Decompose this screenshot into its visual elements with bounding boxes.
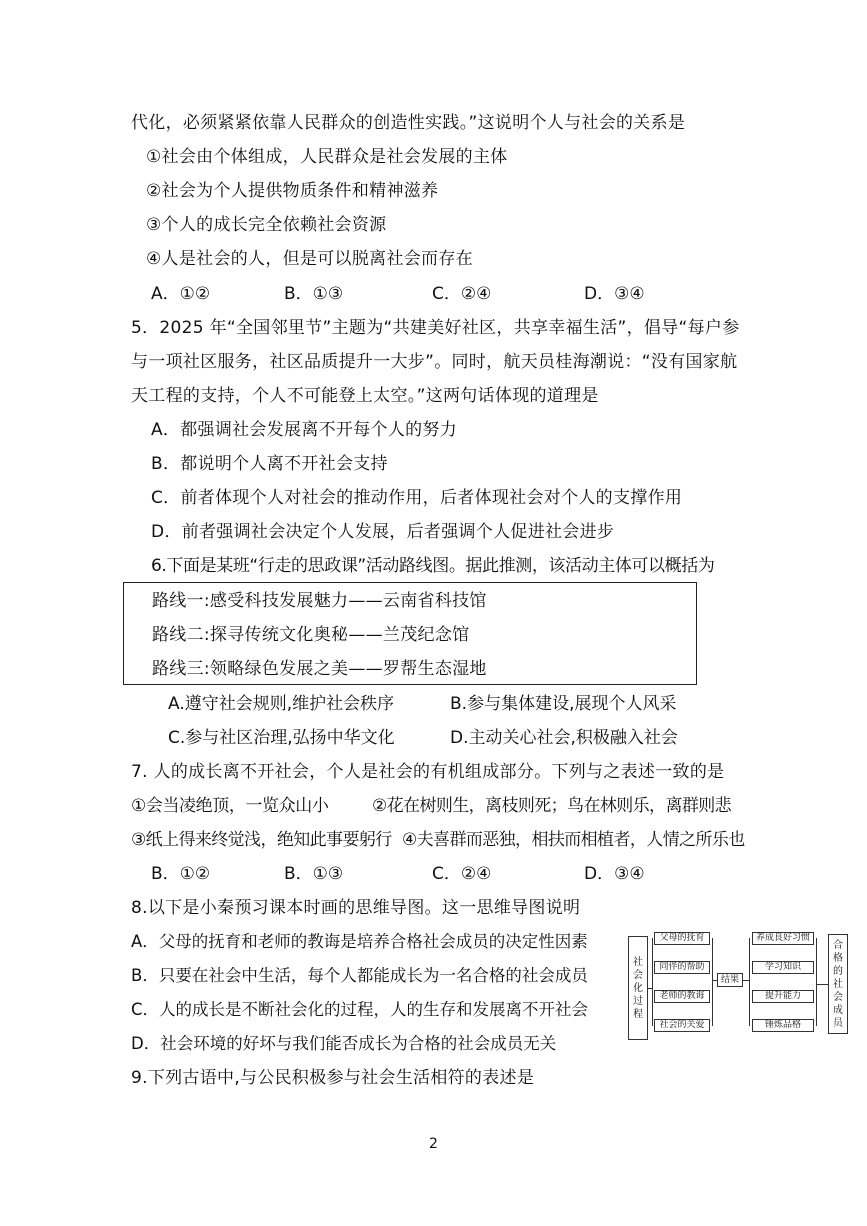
statement-3: ③个人的成长完全依赖社会资源: [146, 215, 387, 235]
q7-option-a: B．①②: [151, 864, 211, 884]
mindmap-left-label: 社会化过程: [633, 956, 643, 1020]
q4-option-b: B．①③: [284, 284, 344, 304]
route-2: 路线二:探寻传统文化奥秘——兰茂纪念馆: [152, 625, 470, 645]
mindmap-output-4: 锤炼品格: [752, 1019, 814, 1032]
q7-option-c: C．②④: [432, 864, 492, 884]
q6-option-a: A.遵守社会规则,维护社会秩序: [168, 694, 395, 714]
mindmap-right-label: 合格的社会成员: [833, 939, 843, 1029]
q8-option-b: B．只要在社会中生活，每个人都能成长为一名合格的社会成员: [131, 966, 588, 985]
q5-option-a: A．都强调社会发展离不开每个人的努力: [151, 420, 458, 440]
q7-stem: 7. 人的成长离不开社会，个人是社会的有机组成部分。下列与之表述一致的是: [131, 762, 725, 782]
q8-option-a: A．父母的抚育和老师的教诲是培养合格社会成员的决定性因素: [131, 932, 588, 951]
q7-statement-1: ①会当凌绝顶，一览众山小: [131, 796, 329, 816]
connector: [816, 938, 817, 1026]
q5-stem-line-3: 天工程的支持，个人不可能登上太空。”这两句话体现的道理是: [131, 386, 599, 406]
mindmap-input-1: 父母的抚育: [654, 932, 710, 945]
mindmap-input-2: 同伴的帮助: [654, 961, 710, 974]
q7-statement-4: ④夫喜群而恶独，相扶而相植者，人情之所乐也: [402, 830, 745, 850]
connector: [749, 938, 750, 1026]
q4-option-c: C．②④: [432, 284, 492, 304]
q7-option-d: D．③④: [584, 864, 645, 884]
mindmap-output-2: 学习知识: [752, 961, 814, 974]
q4-option-d: D．③④: [584, 284, 645, 304]
q4-option-a: A．①②: [151, 284, 211, 304]
mindmap-result-box: 结果: [717, 973, 743, 987]
q8-option-d: D．社会环境的好坏与我们能否成长为合格的社会成员无关: [131, 1034, 557, 1053]
mindmap-input-3: 老师的教诲: [654, 990, 710, 1003]
q7-statement-2: ②花在树则生，离枝则死；鸟在林则乐，离群则悲: [372, 796, 732, 816]
statement-2: ②社会为个人提供物质条件和精神滋养: [146, 181, 439, 201]
q8-option-c: C．人的成长是不断社会化的过程，人的生存和发展离不开社会: [131, 1000, 589, 1019]
q6-option-c: C.参与社区治理,弘扬中华文化: [168, 728, 395, 748]
q7-option-b: B．①③: [284, 864, 344, 884]
q6-option-b: B.参与集体建设,展现个人风采: [450, 694, 677, 714]
page-number: 2: [429, 1136, 438, 1152]
q8-stem: 8.以下是小秦预习课本时画的思维导图。这一思维导图说明: [131, 898, 581, 918]
q9-stem: 9.下列古语中,与公民积极参与社会生活相符的表述是: [131, 1068, 535, 1088]
mindmap-output-3: 提升能力: [752, 990, 814, 1003]
question-text-line: 代化，必须紧紧依靠人民群众的创造性实践。”这说明个人与社会的关系是: [131, 113, 686, 133]
mindmap-right-box: [828, 934, 848, 1034]
mindmap-left-box: [628, 936, 648, 1040]
statement-4: ④人是社会的人，但是可以脱离社会而存在: [146, 249, 473, 269]
connector: [816, 984, 828, 985]
route-1: 路线一:感受科技发展魅力——云南省科技馆: [152, 591, 487, 611]
q6-option-d: D.主动关心社会,积极融入社会: [450, 728, 678, 748]
q5-stem-line-2: 与一项社区服务，社区品质提升一大步”。同时，航天员桂海潮说：“没有国家航: [131, 352, 738, 372]
q5-option-c: C．前者体现个人对社会的推动作用，后者体现社会对个人的支撑作用: [151, 488, 683, 508]
q5-stem-line-1: 5．2025 年“全国邻里节”主题为“共建美好社区，共享幸福生活”，倡导“每户参: [131, 318, 740, 338]
q5-option-d: D．前者强调社会决定个人发展，后者强调个人促进社会进步: [151, 522, 615, 542]
q6-stem: 6.下面是某班“行走的思政课”活动路线图。据此推测，该活动主体可以概括为: [151, 556, 715, 576]
mindmap-input-4: 社会的关爱: [654, 1019, 710, 1032]
connector: [712, 938, 713, 1026]
q5-option-b: B．都说明个人离不开社会支持: [151, 454, 388, 474]
statement-1: ①社会由个体组成，人民群众是社会发展的主体: [146, 147, 508, 167]
q7-statement-3: ③纸上得来终觉浅，绝知此事要躬行: [131, 830, 392, 850]
connector: [652, 938, 653, 1026]
route-3: 路线三:领略绿色发展之美——罗帮生态湿地: [152, 659, 487, 679]
mindmap-output-1: 养成良好习惯: [752, 932, 814, 945]
